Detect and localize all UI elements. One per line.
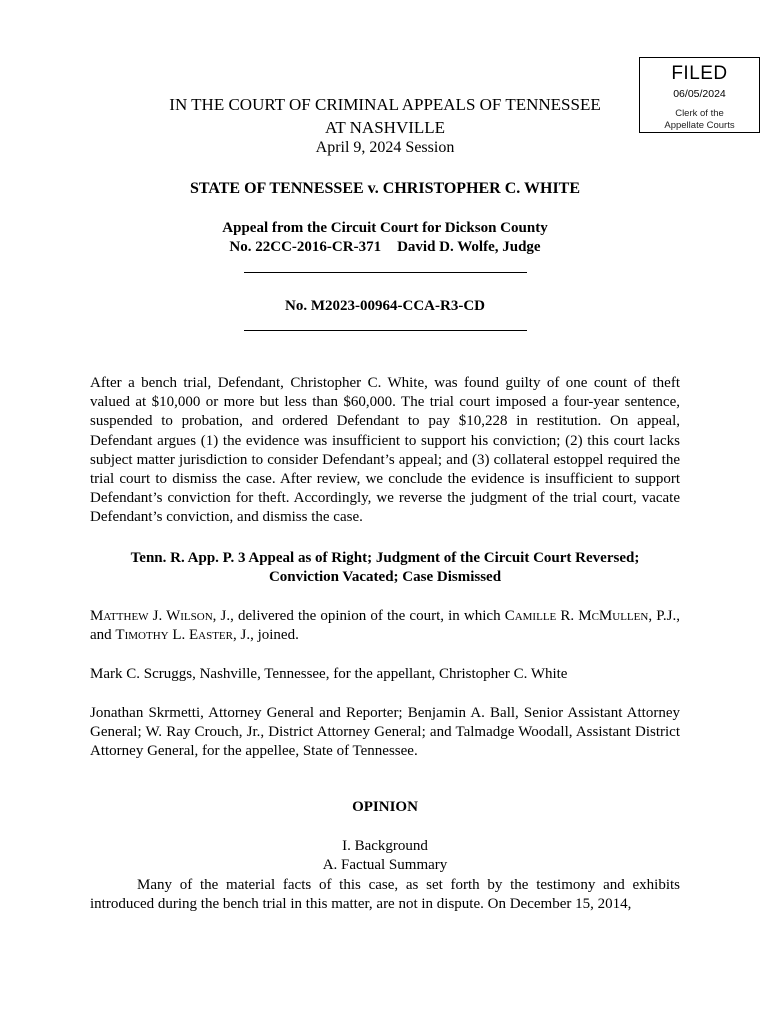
author-name: Matthew J. Wilson — [90, 608, 213, 624]
appeal-from: Appeal from the Circuit Court for Dickson County — [222, 220, 548, 236]
divider-top — [244, 272, 527, 273]
court-name: IN THE COURT OF CRIMINAL APPEALS OF TENNESSEE — [169, 95, 601, 114]
judge-3-suffix: , J., joined. — [233, 627, 299, 644]
filed-stamp-title: FILED — [671, 63, 728, 84]
opinion-heading: OPINION — [352, 799, 418, 815]
trial-judge: David D. Wolfe, Judge — [397, 239, 541, 255]
docket-number: No. M2023-00964-CCA-R3-CD — [285, 298, 485, 314]
case-summary: After a bench trial, Defendant, Christopher C. White, was found guilty of one count of theft valued at $10,000 or more but less than $60,000. The trial court imposed a four-year sentence, suspended to probation, and ordered Defendant to pay $10,228 in restitution. On appeal, Defendant argues (1) the evidence was insufficient to support his conviction; (2) this court lacks subject matter jurisdiction to consider Defendant’s appeal; and (3) collateral estoppel required the trial court to dismiss the case. After review, we conclude the evidence is insufficient to support Defendant’s conviction for theft. Accordingly, we reverse the judgment of the trial court, vacate Defendant’s conviction, and dismiss the case. — [90, 375, 680, 526]
lower-court-line — [0, 239, 770, 256]
counsel-appellant: Mark C. Scruggs, Nashville, Tennessee, for the appellant, Christopher C. White — [90, 666, 568, 682]
holding-line-1: Tenn. R. App. P. 3 Appeal as of Right; Judgment of the Circuit Court Reversed; — [130, 550, 640, 566]
court-location: AT NASHVILLE — [324, 118, 446, 137]
filed-stamp-clerk: Clerk of the — [675, 108, 724, 119]
judge-3-name: Timothy L. Easter — [115, 627, 233, 644]
filed-stamp-date: 06/05/2024 — [673, 88, 726, 100]
session-date: April 9, 2024 Session — [315, 139, 455, 156]
opinion-first-paragraph: Many of the material facts of this case, as set forth by the testimony and exhibits introduced during the bench trial in this matter, are not in dispute. On December 15, 2014, — [90, 877, 680, 913]
section-heading: I. Background — [342, 838, 428, 854]
filed-stamp-courts: Appellate Courts — [664, 120, 735, 131]
lower-case-number: No. 22CC-2016-CR-371 — [229, 239, 382, 255]
author-suffix: , J., delivered the opinion of the court, in which — [212, 608, 505, 624]
counsel-appellee: Jonathan Skrmetti, Attorney General and Reporter; Benjamin A. Ball, Senior Assistant Attorney General; W. Ray Crouch, Jr., District Attorney General; and Talmadge Woodall, Assistant District Attorney General, for the appellee, State of Tennessee. — [90, 705, 680, 760]
judge-2-suffix: , P.J., and — [90, 608, 680, 644]
judge-2-name: Camille R. McMullen — [504, 608, 649, 624]
divider-bottom — [244, 330, 527, 331]
case-title: STATE OF TENNESSEE v. CHRISTOPHER C. WHITE — [189, 180, 581, 197]
authorship — [90, 607, 680, 645]
holding — [90, 549, 680, 587]
subsection-heading: A. Factual Summary — [322, 857, 448, 873]
holding-line-2: Conviction Vacated; Case Dismissed — [268, 569, 502, 586]
